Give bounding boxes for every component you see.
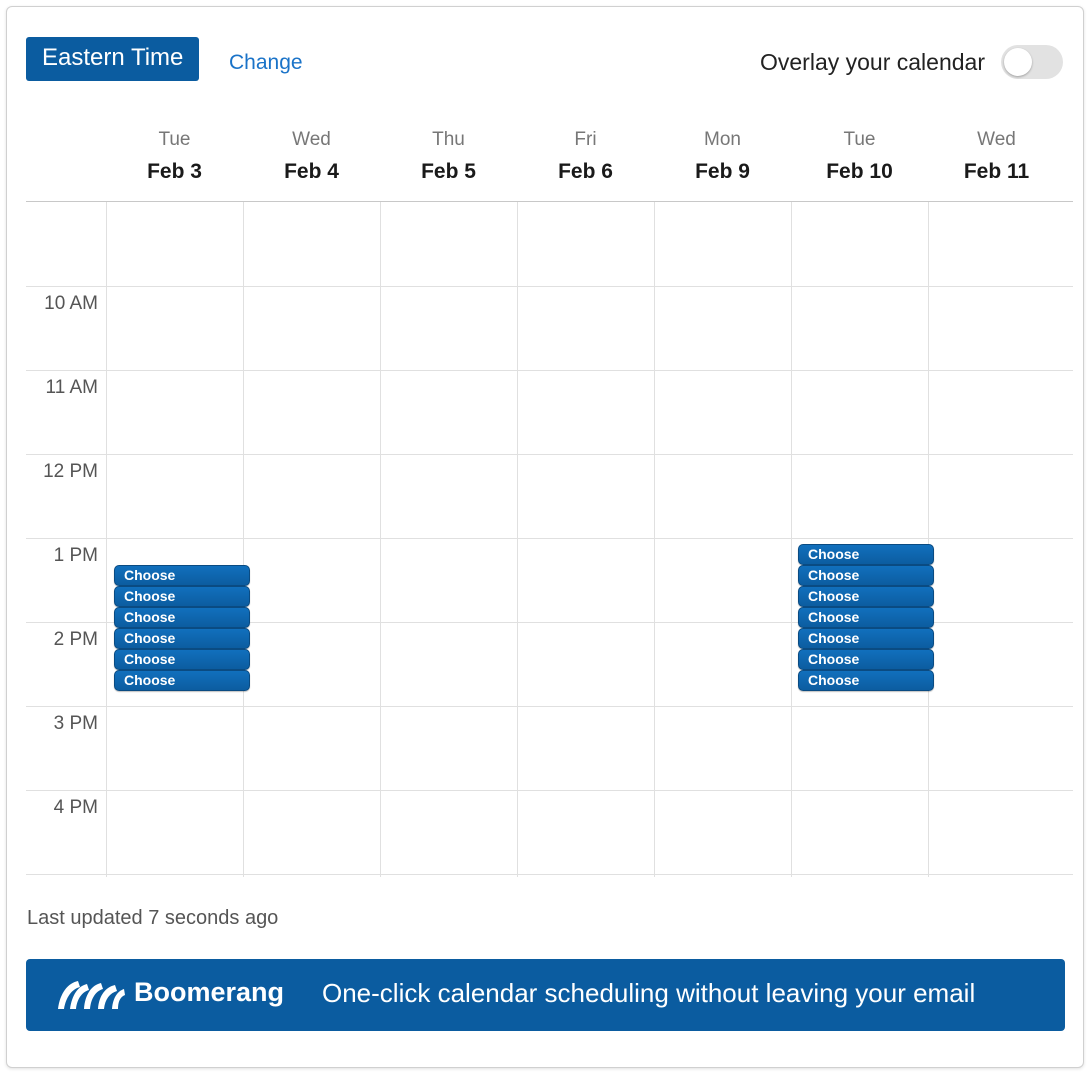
day-date: Feb 3 — [147, 160, 202, 183]
boomerang-brand: Boomerang — [134, 977, 285, 1007]
grid-line-vertical — [654, 202, 655, 877]
day-of-week: Wed — [292, 129, 331, 150]
time-slot-choose[interactable]: Choose — [798, 607, 934, 628]
change-timezone-link[interactable]: Change — [229, 51, 303, 74]
day-header — [928, 111, 1065, 184]
hour-label: 3 PM — [53, 713, 98, 734]
day-header — [106, 111, 243, 184]
grid-line-vertical — [517, 202, 518, 877]
calendar-grid — [26, 201, 1073, 877]
day-date: Feb 6 — [558, 160, 613, 183]
day-of-week: Thu — [432, 129, 465, 150]
grid-line-vertical — [380, 202, 381, 877]
time-slot-choose[interactable]: Choose — [114, 586, 250, 607]
grid-line-hour — [26, 286, 1073, 287]
time-slot-choose[interactable]: Choose — [114, 565, 250, 586]
last-updated-text: Last updated 7 seconds ago — [27, 907, 279, 929]
grid-line-bottom — [26, 874, 1073, 875]
day-of-week: Mon — [704, 129, 741, 150]
hour-label: 4 PM — [53, 797, 98, 818]
overlay-calendar-toggle[interactable] — [1001, 45, 1063, 79]
hour-label: 1 PM — [53, 545, 98, 566]
time-slot-choose[interactable]: Choose — [114, 628, 250, 649]
time-slot-choose[interactable]: Choose — [798, 586, 934, 607]
day-header — [517, 111, 654, 184]
overlay-calendar-label: Overlay your calendar — [760, 49, 985, 75]
grid-line-vertical — [106, 202, 107, 877]
grid-line-hour — [26, 370, 1073, 371]
time-slot-choose[interactable]: Choose — [798, 649, 934, 670]
day-header — [380, 111, 517, 184]
day-header — [243, 111, 380, 184]
time-slot-choose[interactable]: Choose — [798, 670, 934, 691]
timezone-button[interactable]: Eastern Time — [26, 37, 199, 81]
grid-line-hour — [26, 706, 1073, 707]
time-slot-choose[interactable]: Choose — [798, 544, 934, 565]
grid-line-vertical — [243, 202, 244, 877]
boomerang-banner[interactable] — [26, 959, 1065, 1031]
grid-line-vertical — [791, 202, 792, 877]
day-date: Feb 9 — [695, 160, 750, 183]
day-of-week: Fri — [574, 129, 597, 150]
day-headers — [106, 111, 1073, 201]
hour-label: 11 AM — [45, 377, 98, 398]
time-slot-choose[interactable]: Choose — [798, 565, 934, 586]
boomerang-logo-icon — [54, 979, 126, 1011]
hour-label: 12 PM — [43, 461, 98, 482]
grid-line-vertical — [928, 202, 929, 877]
time-slot-choose[interactable]: Choose — [114, 607, 250, 628]
grid-line-hour — [26, 454, 1073, 455]
boomerang-tagline: One-click calendar scheduling without leaving your email — [322, 978, 976, 1008]
hour-label: 10 AM — [44, 293, 98, 314]
day-of-week: Wed — [977, 129, 1016, 150]
scheduler-card — [6, 6, 1084, 1068]
day-date: Feb 10 — [826, 160, 893, 183]
day-of-week: Tue — [158, 129, 191, 150]
grid-line-hour — [26, 538, 1073, 539]
day-header — [791, 111, 928, 184]
grid-line-hour — [26, 790, 1073, 791]
toggle-knob — [1004, 48, 1032, 76]
time-slot-choose[interactable]: Choose — [114, 649, 250, 670]
day-date: Feb 5 — [421, 160, 476, 183]
header — [7, 7, 1083, 111]
hour-label: 2 PM — [53, 629, 98, 650]
day-of-week: Tue — [843, 129, 876, 150]
day-header — [654, 111, 791, 184]
day-date: Feb 11 — [963, 160, 1030, 183]
time-slot-choose[interactable]: Choose — [114, 670, 250, 691]
day-date: Feb 4 — [284, 160, 339, 183]
time-slot-choose[interactable]: Choose — [798, 628, 934, 649]
calendar — [7, 111, 1083, 901]
